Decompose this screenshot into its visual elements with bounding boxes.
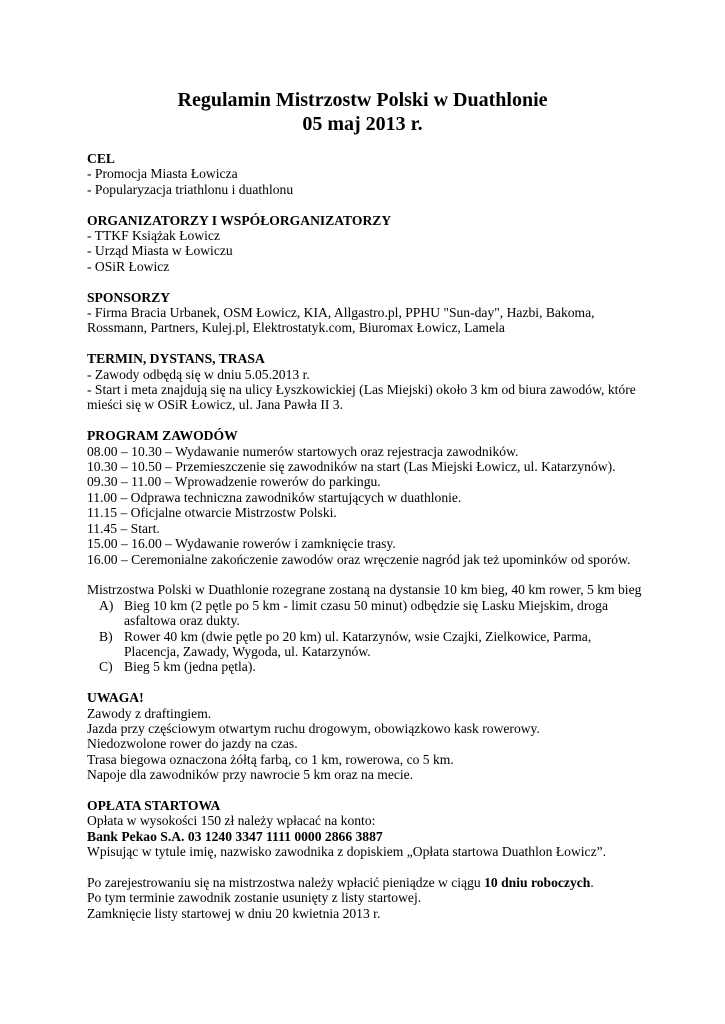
schedule-line: 08.00 – 10.30 – Wydawanie numerów startowych oraz rejestracja zawodników. — [87, 443, 519, 459]
text-line: Napoje dla zawodników przy nawrocie 5 km oraz na mecie. — [87, 767, 414, 783]
section-heading: CEL — [87, 151, 115, 166]
text-line: - Zawody odbędą się w dniu 5.05.2013 r. — [87, 366, 310, 382]
section-rejestracja — [87, 875, 647, 921]
list-item — [99, 659, 647, 674]
text-line: Mistrzostwa Polski w Duathlonie rozegrane zostaną na dystansie 10 km bieg, 40 km rower, 5 km bieg — [87, 582, 642, 598]
text-line: mieści się w OSiR Łowicz, ul. Jana Pawła II 3. — [87, 397, 343, 413]
text-line: Niedozwolone rower do jazdy na czas. — [87, 736, 298, 752]
text-line: Rossmann, Partners, Kulej.pl, Elektrostatyk.com, Biuromax Łowicz, Lamela — [87, 320, 505, 336]
text-fragment: Po zarejestrowaniu się na mistrzostwa należy wpłacić pieniądze w ciągu — [87, 874, 485, 890]
deadline-emphasis: 10 dniu roboczych — [484, 874, 591, 890]
schedule-line: 11.45 – Start. — [87, 520, 160, 536]
text-line: Zawody z draftingiem. — [87, 705, 212, 721]
list-item: - Popularyzacja triathlonu i duathlonu — [87, 181, 294, 197]
schedule-line: 11.15 – Oficjalne otwarcie Mistrzostw Polski. — [87, 505, 337, 521]
section-heading: TERMIN, DYSTANS, TRASA — [87, 351, 265, 367]
list-item: - TTKF Książak Łowicz — [87, 228, 221, 244]
section-program — [87, 428, 647, 567]
section-heading: SPONSORZY — [87, 289, 171, 305]
text-line: Wpisując w tytule imię, nazwisko zawodnika z dopiskiem „Opłata startowa Duathlon Łowicz”. — [87, 844, 607, 860]
document-body — [87, 151, 647, 937]
text-line: Po tym terminie zawodnik zostanie usunięty z listy startowej. — [87, 890, 422, 906]
text-fragment: . — [590, 874, 594, 890]
section-uwaga — [87, 690, 647, 782]
section-dystans — [87, 582, 647, 674]
text-line: Jazda przy częściowym otwartym ruchu drogowym, obowiązkowo kask rowerowy. — [87, 720, 540, 736]
text-line: Trasa biegowa oznaczona żółtą farbą, co 1 km, rowerowa, co 5 km. — [87, 751, 454, 767]
text-line: Bieg 5 km (jedna pętla). — [124, 659, 256, 675]
section-oplata — [87, 798, 647, 860]
list-item: - Promocja Miasta Łowicza — [87, 166, 238, 182]
schedule-line: 16.00 – Ceremonialne zakończenie zawodów oraz wręczenie nagród jak też upominków od sporów. — [87, 551, 631, 567]
section-organizatorzy — [87, 213, 647, 275]
text-line: Opłata w wysokości 150 zł należy wpłacać na konto: — [87, 813, 376, 829]
text-line: - Firma Bracia Urbanek, OSM Łowicz, KIA, Allgastro.pl, PPHU "Sun-day", Hazbi, Bakoma, — [87, 305, 595, 321]
section-heading: UWAGA! — [87, 690, 144, 706]
text-line: Placencja, Zawady, Wygoda, ul. Katarzynów. — [124, 643, 371, 659]
section-termin — [87, 351, 647, 413]
list-item — [99, 598, 647, 629]
section-sponsorzy — [87, 290, 647, 336]
section-cel — [87, 151, 647, 197]
schedule-line: 11.00 – Odprawa techniczna zawodników startujących w duathlonie. — [87, 489, 462, 505]
text-line: Rower 40 km (dwie pętle po 20 km) ul. Katarzynów, wsie Czajki, Zielkowice, Parma, — [124, 628, 592, 644]
schedule-line: 15.00 – 16.00 – Wydawanie rowerów i zamknięcie trasy. — [87, 536, 396, 552]
list-marker: A) — [99, 597, 114, 613]
schedule-line: 09.30 – 11.00 – Wprowadzenie rowerów do parkingu. — [87, 474, 381, 490]
section-heading: PROGRAM ZAWODÓW — [87, 428, 238, 444]
list-item: - Urząd Miasta w Łowiczu — [87, 243, 233, 259]
text-line: - Start i meta znajdują się na ulicy Łyszkowickiej (Las Miejski) około 3 km od biura zawodów, które — [87, 382, 636, 398]
ordered-list — [87, 598, 647, 675]
document-title: Regulamin Mistrzostw Polski w Duathlonie — [177, 89, 548, 111]
document-date: 05 maj 2013 r. — [302, 113, 423, 135]
text-line: Zamknięcie listy startowej w dniu 20 kwietnia 2013 r. — [87, 905, 381, 921]
list-marker: B) — [99, 628, 113, 644]
list-item: - OSiR Łowicz — [87, 258, 170, 274]
bank-account: Bank Pekao S.A. 03 1240 3347 1111 0000 2866 3887 — [87, 828, 383, 844]
list-marker: C) — [99, 659, 113, 675]
schedule-line: 10.30 – 10.50 – Przemieszczenie się zawodników na start (Las Miejski Łowicz, ul. Katarzynów). — [87, 459, 616, 475]
section-heading: OPŁATA STARTOWA — [87, 797, 221, 813]
list-item — [99, 629, 647, 660]
section-heading: ORGANIZATORZY I WSPÓŁORGANIZATORZY — [87, 212, 392, 228]
text-line: Bieg 10 km (2 pętle po 5 km - limit czasu 50 minut) odbędzie się Lasku Miejskim, droga — [124, 597, 608, 613]
text-line: asfaltowa oraz dukty. — [124, 613, 240, 629]
text-line — [87, 875, 647, 890]
